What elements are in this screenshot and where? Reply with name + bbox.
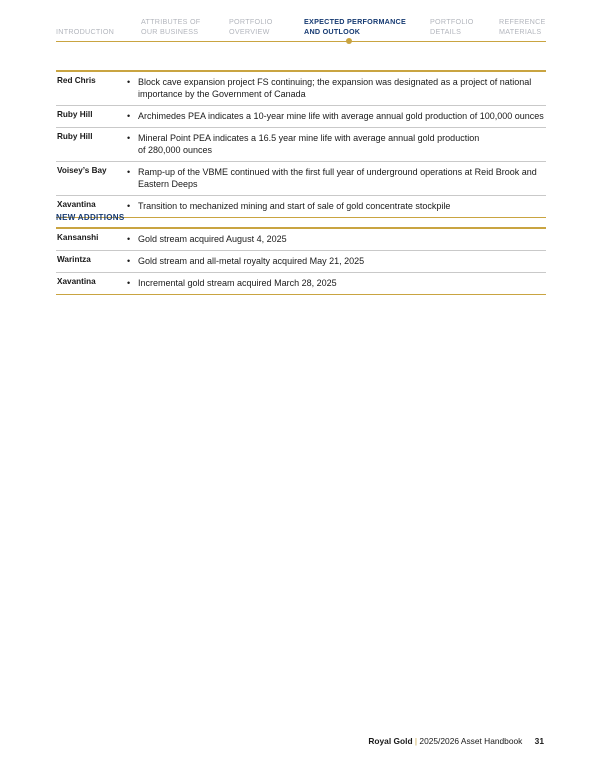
nav-item-label: INTRODUCTION [56,26,115,36]
bullet: • [127,233,131,244]
asset-name: Warintza [57,254,91,264]
asset-name: Kansanshi [57,232,99,242]
row-description: Block cave expansion project FS continuing; the expansion was designated as a project of national importance by the Government of Canada [138,76,532,99]
page-footer [368,736,544,746]
footer-title: 2025/2026 Asset Handbook [419,736,523,746]
table-row [56,72,546,106]
page-number: 31 [534,736,544,746]
nav-divider [56,41,546,42]
nav-item-portfolio-details[interactable] [430,17,474,36]
table-row [56,229,546,251]
new-additions-table [56,227,546,295]
table-row [56,251,546,273]
bullet: • [127,76,131,87]
table-row [56,106,546,128]
row-description: Mineral Point PEA indicates a 16.5 year mine life with average annual gold production of 280,000 ounces [138,132,480,155]
bullet: • [127,277,131,288]
asset-name: Ruby Hill [57,131,93,141]
nav-item-label-line1: PORTFOLIO [430,17,474,26]
bullet: • [127,255,131,266]
asset-name: Red Chris [57,75,96,85]
bullet: • [127,132,131,143]
table-row [56,273,546,295]
nav-item-label-line2: DETAILS [430,26,462,36]
new-additions-heading: NEW ADDITIONS [56,213,125,222]
table-row [56,162,546,196]
updates-table [56,70,546,218]
bullet: • [127,110,131,121]
row-description: Archimedes PEA indicates a 10-year mine life with average annual gold production of 100,000 ounces [138,110,544,121]
table-row [56,128,546,162]
asset-name: Ruby Hill [57,109,93,119]
bullet: • [127,166,131,177]
nav-item-label-line1: EXPECTED PERFORMANCE [304,17,407,26]
nav-item-label-line1: PORTFOLIO [229,17,273,26]
nav-item-expected-performance[interactable] [304,17,406,36]
nav-item-label-line2: AND OUTLOOK [304,26,361,36]
active-section-indicator [346,38,352,44]
row-description: Ramp-up of the VBME continued with the first full year of underground operations at Reid Brook and Eastern Deeps [138,166,537,189]
section-nav [0,17,600,47]
nav-item-portfolio-overview[interactable] [229,17,273,36]
nav-item-label-line1: ATTRIBUTES OF [141,17,201,26]
bullet: • [127,200,131,211]
nav-item-attributes[interactable] [141,17,200,36]
nav-item-label-line2: OUR BUSINESS [141,26,199,36]
row-description: Transition to mechanized mining and start of sale of gold concentrate stockpile [138,200,451,211]
footer-brand: Royal Gold [368,736,413,746]
footer-separator: | [414,736,418,746]
asset-name: Xavantina [57,199,96,209]
asset-name: Xavantina [57,276,96,286]
nav-item-introduction[interactable] [56,27,114,37]
asset-name: Voisey’s Bay [57,165,107,175]
nav-item-label-line2: MATERIALS [499,26,542,36]
row-description: Gold stream and all-metal royalty acquired May 21, 2025 [138,255,365,266]
nav-item-label-line2: OVERVIEW [229,26,270,36]
table-row [56,196,546,218]
nav-item-reference-materials[interactable] [499,17,546,36]
nav-item-label-line1: REFERENCE [499,17,546,26]
row-description: Gold stream acquired August 4, 2025 [138,233,287,244]
row-description: Incremental gold stream acquired March 28, 2025 [138,277,337,288]
